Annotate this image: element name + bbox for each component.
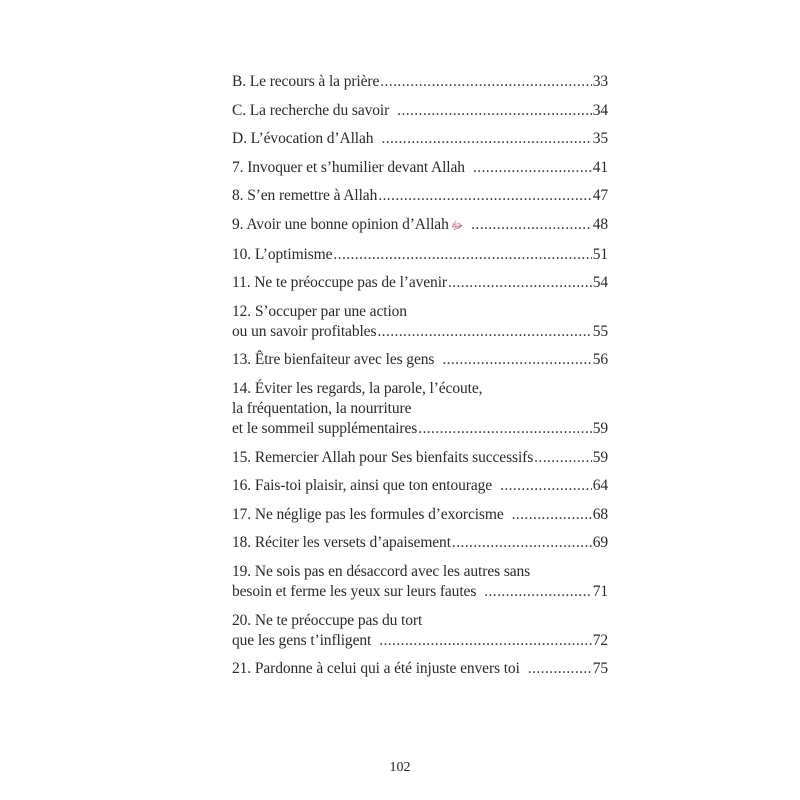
toc-entry-title: que les gens t’infligent (232, 631, 372, 649)
toc-entry (232, 505, 608, 525)
toc-entry (232, 659, 608, 679)
toc-page-number: 33 (592, 73, 608, 90)
toc-page-number: 47 (592, 187, 608, 205)
toc-entry-leader-line (232, 631, 608, 651)
toc-entry-leader-line (232, 448, 608, 468)
toc-entry-title-line: la fréquentation, la nourriture (232, 399, 412, 417)
toc-page-number: 35 (592, 130, 608, 148)
toc-entry (232, 245, 608, 265)
toc-entry-title: 10. L’optimisme (232, 245, 333, 263)
toc-entry (232, 350, 608, 370)
toc-entry (232, 379, 608, 439)
toc-page-number: 71 (592, 582, 608, 600)
toc-page-number: 75 (592, 660, 608, 678)
toc-entry-title: 16. Fais-toi plaisir, ainsi que ton entourage (232, 477, 493, 495)
toc-entry (232, 476, 608, 496)
toc-page-number: 55 (592, 322, 608, 340)
table-of-contents (232, 72, 608, 688)
toc-page-number: 51 (592, 245, 608, 263)
toc-entry-leader-line (232, 215, 608, 236)
dot-leader (418, 419, 591, 439)
dot-leader (500, 476, 592, 496)
toc-entry-title: 11. Ne te préoccupe pas de l’avenir (232, 274, 447, 292)
toc-entry (232, 611, 608, 651)
toc-entry-leader-line (232, 72, 608, 92)
toc-entry-title: et le sommeil supplémentaires (232, 419, 418, 437)
toc-entry-title-line: 20. Ne te préoccupe pas du tort (232, 611, 423, 629)
dot-leader (397, 101, 592, 121)
dot-leader (528, 659, 592, 679)
toc-entry-leader-line (232, 158, 608, 178)
honorific-glyph: ﷻ (450, 219, 464, 232)
toc-entry (232, 72, 608, 92)
toc-entry-title: C. La recherche du savoir (232, 101, 390, 119)
dot-leader (452, 533, 592, 553)
toc-entry (232, 186, 608, 206)
dot-leader (473, 158, 592, 178)
toc-entry-leader-line (232, 350, 608, 370)
toc-entry-title: 13. Être bienfaiteur avec les gens (232, 351, 435, 369)
toc-entry-title: 9. Avoir une bonne opinion d’Allah (232, 215, 449, 233)
toc-page-number: 72 (592, 631, 608, 649)
toc-entry-title-line: 19. Ne sois pas en désaccord avec les autres sans (232, 562, 531, 580)
toc-entry (232, 129, 608, 149)
dot-leader (333, 245, 591, 265)
toc-entry-title-line: 14. Éviter les regards, la parole, l’écoute, (232, 379, 483, 397)
dot-leader (380, 72, 591, 92)
dot-leader (448, 273, 592, 293)
toc-entry (232, 562, 608, 602)
toc-entry (232, 302, 608, 342)
dot-leader (484, 582, 591, 602)
dot-leader (377, 322, 591, 342)
toc-page-number: 68 (592, 505, 608, 523)
toc-page-number: 48 (592, 215, 608, 233)
toc-entry-title: 17. Ne néglige pas les formules d’exorcisme (232, 505, 504, 523)
toc-entry-leader-line (232, 101, 608, 121)
toc-entry-leader-line (232, 273, 608, 293)
toc-entry-title: 7. Invoquer et s’humilier devant Allah (232, 158, 465, 176)
toc-entry-leader-line (232, 322, 608, 342)
toc-entry (232, 215, 608, 236)
toc-entry-leader-line (232, 659, 608, 679)
dot-leader (378, 186, 591, 206)
toc-entry-title: ou un savoir profitables (232, 322, 377, 340)
toc-entry-leader-line (232, 186, 608, 206)
toc-entry-title: 15. Remercier Allah pour Ses bienfaits successifs (232, 448, 534, 466)
toc-entry-leader-line (232, 476, 608, 496)
toc-page-number: 69 (592, 534, 608, 552)
toc-entry-leader-line (232, 533, 608, 553)
toc-entry-title: 18. Réciter les versets d’apaisement (232, 534, 451, 552)
dot-leader (512, 505, 592, 525)
toc-page-number: 59 (592, 448, 608, 466)
toc-entry-title: D. L’évocation d’Allah (232, 130, 374, 148)
dot-leader (534, 448, 592, 468)
dot-leader (471, 215, 592, 235)
toc-entry (232, 533, 608, 553)
toc-entry-leader-line (232, 129, 608, 149)
toc-entry (232, 101, 608, 121)
toc-entry-title: 21. Pardonne à celui qui a été injuste envers toi (232, 660, 520, 678)
toc-entry-title: besoin et ferme les yeux sur leurs fautes (232, 582, 477, 600)
page-number: 102 (389, 760, 411, 775)
toc-entry-leader-line (232, 419, 608, 439)
toc-page-number: 34 (592, 101, 608, 119)
toc-entry-leader-line (232, 505, 608, 525)
toc-entry-leader-line (232, 245, 608, 265)
toc-page-number: 59 (592, 419, 608, 437)
toc-entry-leader-line (232, 582, 608, 602)
dot-leader (442, 350, 591, 370)
toc-entry-title: 8. S’en remettre à Allah (232, 187, 378, 205)
toc-entry (232, 273, 608, 293)
toc-entry (232, 158, 608, 178)
toc-page-number: 56 (592, 351, 608, 369)
toc-page-number: 64 (592, 477, 608, 495)
dot-leader (381, 129, 591, 149)
dot-leader (379, 631, 591, 651)
toc-page-number: 54 (592, 274, 608, 292)
toc-entry (232, 448, 608, 468)
toc-page-number: 41 (592, 158, 608, 176)
toc-entry-title: B. Le recours à la prière (232, 73, 380, 90)
toc-entry-title-line: 12. S’occuper par une action (232, 302, 407, 320)
